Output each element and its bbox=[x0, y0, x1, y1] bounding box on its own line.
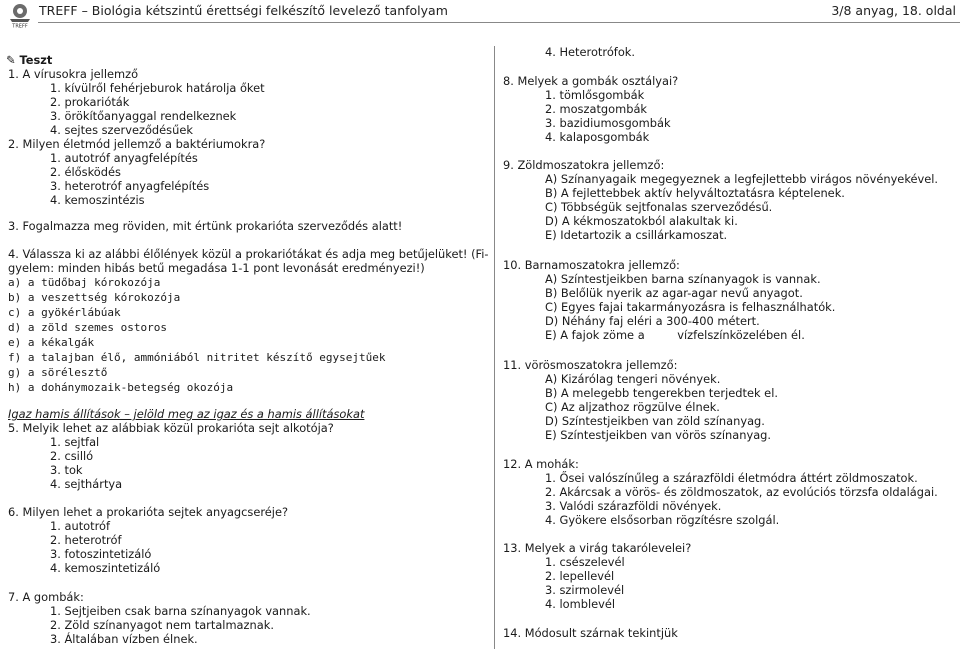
q14-title: 14. Módosult szárnak tekintjük bbox=[503, 626, 678, 640]
q1-opt: 1. kívülről fehérjeburok határolja őket bbox=[50, 81, 265, 95]
q8-opt: 2. moszatgombák bbox=[545, 102, 648, 116]
q13-title: 13. Melyek a virág takarólevelei? bbox=[503, 541, 692, 555]
q9-title: 9. Zöldmoszatokra jellemző: bbox=[503, 158, 665, 172]
q4-opt: e) a kékalgák bbox=[8, 336, 95, 349]
q6-opt: 3. fotoszintetizáló bbox=[50, 547, 152, 561]
q7-title: 7. A gombák: bbox=[8, 590, 84, 604]
q6-opt: 4. kemoszintetizáló bbox=[50, 561, 161, 575]
q12-title: 12. A mohák: bbox=[503, 457, 579, 471]
q4-opt: g) a sörélesztő bbox=[8, 366, 108, 379]
q4-opt: h) a dohánymozaik-betegség okozója bbox=[8, 381, 234, 394]
q13-opt: 4. lomblevél bbox=[545, 597, 616, 611]
q11-opt: C) Az aljzathoz rögzülve élnek. bbox=[545, 400, 720, 414]
q4-opt: b) a veszettség kórokozója bbox=[8, 291, 181, 304]
q8-opt: 4. kalaposgombák bbox=[545, 130, 650, 144]
q6-title: 6. Milyen lehet a prokarióta sejtek anyagcseréje? bbox=[8, 505, 289, 519]
q1-title: 1. A vírusokra jellemző bbox=[8, 67, 139, 81]
q4-title-line1: 4. Válassza ki az alábbi élőlények közül a prokariótákat és adja meg betűjelüket! (Fi- bbox=[8, 247, 489, 261]
treff-logo bbox=[6, 2, 34, 28]
q9-opt: D) A kékmoszatokból alakultak ki. bbox=[545, 214, 738, 228]
q9-opt: A) Színanyagaik megegyeznek a legfejlettebb virágos növényekével. bbox=[545, 172, 939, 186]
pencil-icon: ✎ bbox=[6, 53, 16, 67]
q1-opt: 4. sejtes szerveződésűek bbox=[50, 123, 193, 137]
q11-opt: A) Kizárólag tengeri növények. bbox=[545, 372, 721, 386]
q4-opt: c) a gyökérlábúak bbox=[8, 306, 121, 319]
q4-title-line2: gyelem: minden hibás betű megadása 1-1 pont levonását eredményezi!) bbox=[8, 261, 425, 275]
q5-opt: 2. csilló bbox=[50, 449, 94, 463]
q5-opt: 4. sejthártya bbox=[50, 477, 123, 491]
page-header bbox=[0, 0, 960, 30]
q12-opt: 1. Ősei valószínűleg a szárazföldi életmódra áttért zöldmoszatok. bbox=[545, 471, 918, 485]
q8-opt: 3. bazidiumosgombák bbox=[545, 116, 671, 130]
q12-opt: 2. Akárcsak a vörös- és zöldmoszatok, az evolúciós törzsfa oldalágai. bbox=[545, 485, 938, 499]
q9-opt: B) A fejlettebbek aktív helyváltoztatásra képtelenek. bbox=[545, 186, 845, 200]
q11-opt: B) A melegebb tengerekben terjedtek el. bbox=[545, 386, 778, 400]
q10-opt: C) Egyes fajai takarmányozásra is felhasználhatók. bbox=[545, 300, 836, 314]
q1-opt: 3. örökítőanyaggal rendelkeznek bbox=[50, 109, 237, 123]
q13-opt: 2. lepellevél bbox=[545, 569, 615, 583]
q2-title: 2. Milyen életmód jellemző a baktériumokra? bbox=[8, 137, 266, 151]
svg-text:TREFF: TREFF bbox=[12, 23, 28, 28]
q5-title: 5. Melyik lehet az alábbiak közül prokarióta sejt alkotója? bbox=[8, 421, 334, 435]
header-divider bbox=[38, 22, 960, 23]
q8-opt: 1. tömlősgombák bbox=[545, 88, 645, 102]
teszt-heading: ✎ Teszt bbox=[6, 53, 53, 67]
q2-opt: 1. autotróf anyagfelépítés bbox=[50, 151, 198, 165]
q5-opt: 3. tok bbox=[50, 463, 83, 477]
q9-opt: E) Idetartozik a csillárkamoszat. bbox=[545, 228, 728, 242]
true-false-heading: Igaz hamis állítások – jelöld meg az igaz és a hamis állításokat bbox=[8, 407, 365, 421]
q4-opt: a) a tüdőbaj kórokozója bbox=[8, 276, 161, 289]
column-divider bbox=[494, 46, 495, 649]
q1-opt: 2. prokarióták bbox=[50, 95, 130, 109]
q7-opt: 3. Általában vízben élnek. bbox=[50, 632, 198, 646]
q8-title: 8. Melyek a gombák osztályai? bbox=[503, 74, 679, 88]
q10-opt: A) Színtestjeikben barna színanyagok is vannak. bbox=[545, 272, 821, 286]
q3-title: 3. Fogalmazza meg röviden, mit értünk prokarióta szerveződés alatt! bbox=[8, 219, 403, 233]
q13-opt: 3. szirmolevél bbox=[545, 583, 625, 597]
q7-opt: 2. Zöld színanyagot nem tartalmaznak. bbox=[50, 618, 274, 632]
header-title: TREFF – Biológia kétszintű érettségi felkészítő levelező tanfolyam bbox=[39, 3, 448, 18]
q4-opt: d) a zöld szemes ostoros bbox=[8, 321, 167, 334]
q5-opt: 1. sejtfal bbox=[50, 435, 100, 449]
q10-opt: B) Belőlük nyerik az agar-agar nevű anyagot. bbox=[545, 286, 803, 300]
q12-opt: 3. Valódi szárazföldi növények. bbox=[545, 499, 722, 513]
q10-opt: D) Néhány faj eléri a 300-400 métert. bbox=[545, 314, 760, 328]
q7-opt: 1. Sejtjeiben csak barna színanyagok vannak. bbox=[50, 604, 311, 618]
q11-opt: D) Színtestjeikben van zöld színanyag. bbox=[545, 414, 765, 428]
q7-continued-opt: 4. Heterotrófok. bbox=[545, 45, 636, 59]
q12-opt: 4. Gyökere elsősorban rögzítésre szolgál. bbox=[545, 513, 780, 527]
q6-opt: 1. autotróf bbox=[50, 519, 111, 533]
header-page-info: 3/8 anyag, 18. oldal bbox=[831, 3, 956, 18]
q2-opt: 3. heterotróf anyagfelépítés bbox=[50, 179, 210, 193]
q13-opt: 1. csészelevél bbox=[545, 555, 625, 569]
q2-opt: 2. élősködés bbox=[50, 165, 121, 179]
q10-title: 10. Barnamoszatokra jellemző: bbox=[503, 258, 680, 272]
q2-opt: 4. kemoszintézis bbox=[50, 193, 145, 207]
q10-opt: E) A fajok zöme a vízfelszínközelében él. bbox=[545, 328, 805, 342]
q4-opt: f) a talajban élő, ammóniából nitritet készítő egysejtűek bbox=[8, 351, 386, 364]
q11-title: 11. vörösmoszatokra jellemző: bbox=[503, 358, 678, 372]
q9-opt: C) Többségük sejtfonalas szerveződésű. bbox=[545, 200, 773, 214]
q11-opt: E) Színtestjeikben van vörös színanyag. bbox=[545, 428, 772, 442]
q6-opt: 2. heterotróf bbox=[50, 533, 122, 547]
